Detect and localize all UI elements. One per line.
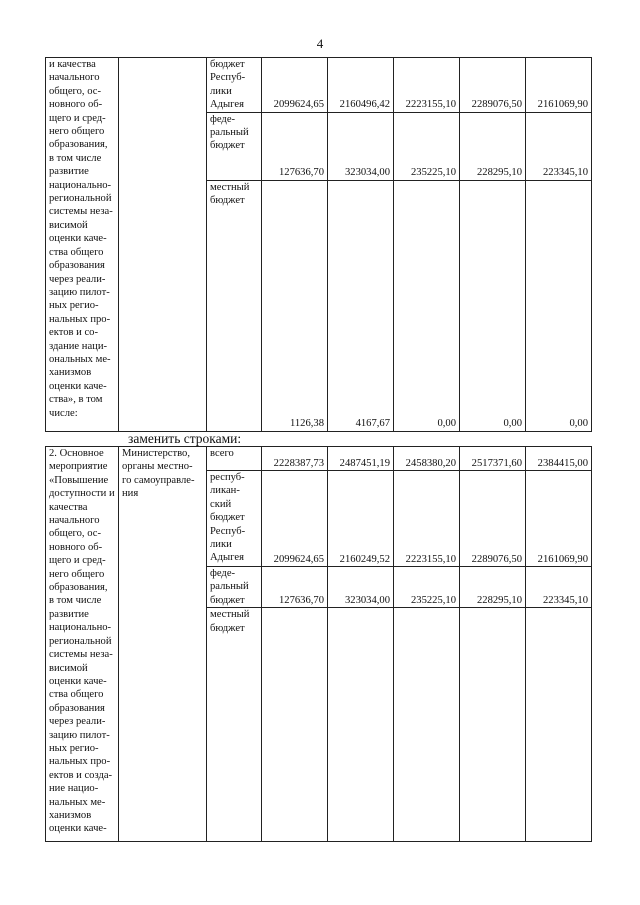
value-cell: 127636,70 [262, 112, 328, 180]
value-cell [328, 608, 394, 842]
value-cell: 0,00 [526, 180, 592, 431]
value-cell: 2384415,00 [526, 447, 592, 471]
value-cell: 1126,38 [262, 180, 328, 431]
value-cell: 223345,10 [526, 567, 592, 608]
value-cell: 2161069,90 [526, 471, 592, 567]
value-cell: 2160249,52 [328, 471, 394, 567]
value-cell: 2517371,60 [460, 447, 526, 471]
page-number: 4 [316, 36, 324, 51]
activity-description: и качества начального общего, ос- новного об- щего и сред- него общего образования, в том числе развитие национально- региональной системы неза- висимой оценки каче- ства общего образования через реали- зацию пилот- ных регио- нальных про- ектов и со- здание наци- ональных ме- ханизмов оценки каче- ства», в том числе: [46, 58, 119, 432]
value-cell: 2458380,20 [394, 447, 460, 471]
value-cell: 2099624,65 [262, 58, 328, 113]
value-cell: 2160496,42 [328, 58, 394, 113]
value-cell: 323034,00 [328, 112, 394, 180]
executor-cell [119, 58, 207, 432]
budget-source-label: феде- ральный бюджет [207, 567, 262, 608]
budget-source-label: респуб- ликан- ский бюджет Респуб- лики Адыгея [207, 471, 262, 567]
budget-source-label: бюджет Респуб- лики Адыгея [207, 58, 262, 113]
budget-source-label: феде- ральный бюджет [207, 112, 262, 180]
budget-source-label: местный бюджет [207, 608, 262, 842]
value-cell: 235225,10 [394, 567, 460, 608]
value-cell: 0,00 [394, 180, 460, 431]
executor-cell: Министерство, органы местно- го самоуправле- ния [119, 447, 207, 842]
value-cell: 2289076,50 [460, 58, 526, 113]
value-cell: 2487451,19 [328, 447, 394, 471]
value-cell: 228295,10 [460, 567, 526, 608]
value-cell [262, 608, 328, 842]
old-budget-table [45, 57, 592, 432]
value-cell: 2099624,65 [262, 471, 328, 567]
value-cell: 2289076,50 [460, 471, 526, 567]
value-cell: 2223155,10 [394, 58, 460, 113]
replace-instruction: заменить строками: [128, 431, 242, 446]
value-cell: 4167,67 [328, 180, 394, 431]
value-cell: 235225,10 [394, 112, 460, 180]
value-cell: 223345,10 [526, 112, 592, 180]
value-cell: 0,00 [460, 180, 526, 431]
value-cell: 2161069,90 [526, 58, 592, 113]
value-cell: 2223155,10 [394, 471, 460, 567]
value-cell [394, 608, 460, 842]
value-cell: 228295,10 [460, 112, 526, 180]
value-cell: 127636,70 [262, 567, 328, 608]
value-cell: 323034,00 [328, 567, 394, 608]
budget-source-label: всего [207, 447, 262, 471]
value-cell: 2228387,73 [262, 447, 328, 471]
table-row [46, 58, 592, 113]
value-cell [460, 608, 526, 842]
value-cell [526, 608, 592, 842]
budget-source-label: местный бюджет [207, 180, 262, 431]
new-budget-table [45, 446, 592, 842]
activity-description: 2. Основное мероприятие «Повышение доступности и качества начального общего, ос- новного об- щего и сред- него общего образования, в том числе развитие национально- региональной системы неза- висимой оценки каче- ства общего образования через реали- зацию пилот- ных регио- нальных про- ектов и созда- ние нацио- нальных ме- ханизмов оценки каче- [46, 447, 119, 842]
table-row [46, 447, 592, 471]
